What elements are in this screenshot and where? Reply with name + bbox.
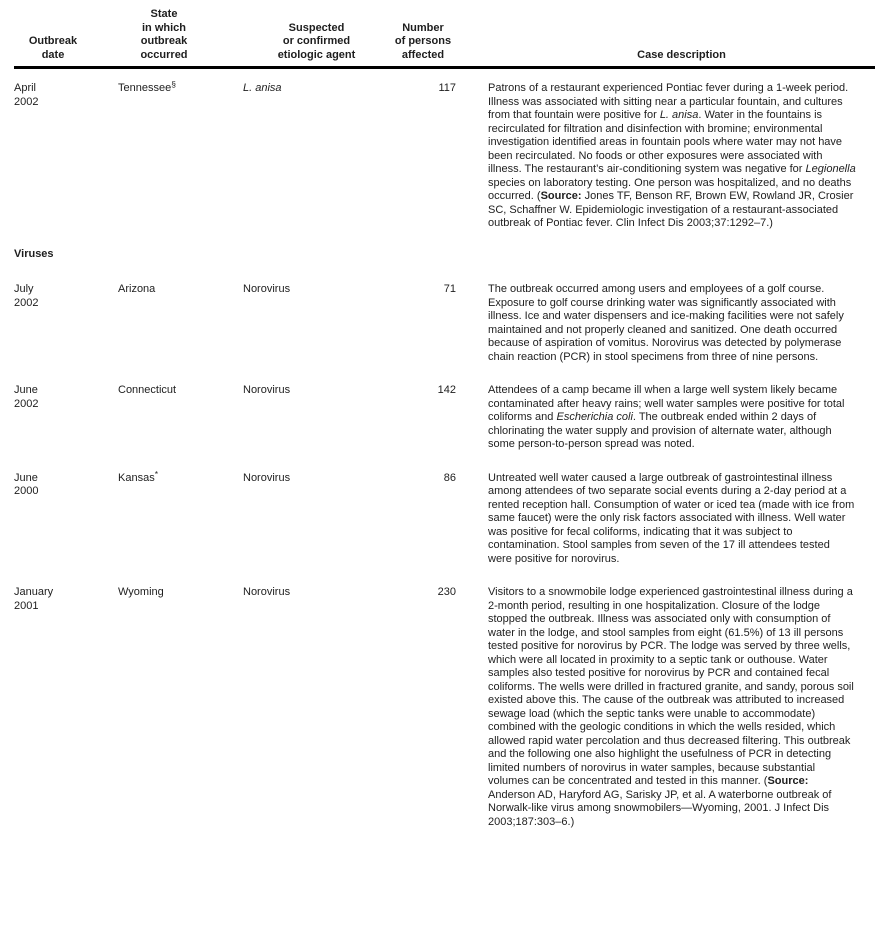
persons-affected-cell: 142	[437, 384, 456, 396]
description-segment: Source:	[767, 775, 809, 787]
etiologic-agent-cell: L. anisa	[243, 82, 282, 94]
state-cell: Tennessee§	[118, 79, 176, 94]
header-outbreak-date	[14, 35, 92, 62]
date-line: July	[14, 283, 34, 295]
persons-affected-cell: 86	[443, 471, 456, 484]
description-segment: species on laboratory testing. One person was hospitalized, and no deaths occurred. (	[488, 176, 852, 202]
case-description-cell	[456, 82, 856, 231]
header-case-description	[456, 49, 875, 63]
date-line: April	[14, 82, 37, 94]
outbreak-table	[14, 8, 875, 829]
table-row	[14, 586, 875, 829]
date-line: 2002	[14, 95, 39, 108]
section-label-viruses: Viruses	[14, 247, 54, 260]
date-line: 2001	[14, 599, 39, 612]
case-description-cell	[456, 472, 856, 567]
date-line: 2002	[14, 397, 39, 410]
etiologic-agent-cell: Norovirus	[243, 384, 291, 396]
case-description-cell	[456, 384, 856, 452]
case-description-cell	[456, 586, 856, 829]
header-line: etiologic agent	[277, 48, 356, 61]
persons-affected-cell: 117	[438, 82, 456, 94]
date-line: June	[14, 384, 38, 396]
table-row	[14, 79, 875, 231]
header-line: State	[150, 8, 178, 20]
etiologic-agent-cell: Norovirus	[243, 586, 291, 598]
description-segment: Patrons of a restaurant experienced Pontiac fever during a 1-week period. Illness was associated with sitting near a particular fountain, and cultures from that fountain were positive for	[488, 82, 849, 121]
table-row	[14, 468, 875, 567]
description-segment: Attendees of a camp became ill when a large well system likely became contaminated after heavy rains; well water samples were positive for total coliforms and	[488, 384, 845, 423]
description-segment: Anderson AD, Haryford AG, Sarisky JP, et al. A waterborne outbreak of Norwalk-like virus among snowmobilers—Wyoming, 2001. J Infect Dis 2003;187:303–6.)	[488, 788, 832, 828]
date-line: 2002	[14, 296, 39, 309]
date-line: 2000	[14, 485, 39, 497]
header-persons-affected	[390, 22, 456, 63]
header-line: date	[41, 48, 65, 61]
date-line: June	[14, 471, 38, 484]
persons-affected-cell: 230	[437, 586, 456, 598]
table-row	[14, 283, 875, 364]
case-description-cell	[456, 283, 856, 364]
state-cell: Arizona	[118, 283, 156, 295]
header-line: of persons	[394, 35, 452, 47]
header-line: or confirmed	[282, 35, 351, 47]
outbreak-date-cell	[14, 472, 118, 499]
header-line: Number	[402, 21, 444, 34]
description-segment: . The outbreak ended within 2 days of chlorinating the water supply and provision of alternate water, although some person-to-person spread was noted.	[488, 411, 832, 450]
state-cell: Wyoming	[118, 586, 164, 598]
table-body	[14, 79, 875, 829]
header-state	[118, 8, 210, 62]
etiologic-agent-cell: Norovirus	[243, 283, 291, 295]
state-cell: Kansas*	[118, 468, 159, 484]
description-segment: L. anisa	[659, 109, 699, 121]
header-line: Suspected	[288, 21, 345, 34]
date-line: January	[14, 586, 54, 598]
state-cell: Connecticut	[118, 384, 177, 396]
header-line: Outbreak	[28, 35, 78, 47]
etiologic-agent-cell: Norovirus	[243, 471, 291, 484]
state-footnote-mark: *	[154, 468, 159, 479]
outbreak-date-cell	[14, 586, 118, 613]
header-line: in which	[142, 21, 186, 34]
description-segment: . Water in the fountains is recirculated for filtration and disinfection with bromine; environmental investigation identified areas in fountain pools where water may not have been recirculated. No foods or other exposures were associated with illness. The restaurant’s air-conditioning system was negative for	[488, 109, 843, 175]
header-line: affected	[401, 48, 445, 61]
state-footnote-mark: §	[171, 79, 176, 89]
header-line: occurred	[140, 48, 188, 61]
description-segment: Legionella	[805, 163, 856, 175]
description-segment: Escherichia coli	[556, 411, 633, 423]
header-line: outbreak	[140, 35, 188, 47]
description-segment: The outbreak occurred among users and employees of a golf course. Exposure to golf course drinking water was significantly associated with illness. Ice and water dispensers and ice-making facilities were not safely maintained and not properly cleaned and sanitized. One death occurred because of aspiration of vomitus. Norovirus was detected by polymerase chain reaction (PCR) in stool specimens from three of nine persons.	[488, 283, 844, 363]
header-line: Case description	[637, 48, 726, 61]
header-etiologic-agent	[243, 22, 390, 63]
persons-affected-cell: 71	[443, 283, 456, 295]
description-segment: Jones TF, Benson RF, Brown EW, Rowland JR, Crosier SC, Schaffner W. Epidemiologic investigation of a restaurant-associated outbreak of Pontiac fever. Clin Infect Dis 2003;37:1292–7.)	[488, 190, 854, 229]
description-segment: Source:	[540, 190, 582, 202]
outbreak-date-cell	[14, 283, 118, 310]
outbreak-date-cell	[14, 384, 118, 411]
description-segment: Visitors to a snowmobile lodge experienced gastrointestinal illness during a 2-month period, resulting in one hospitalization. Closure of the lodge stopped the outbreak. Illness was associated only with consumption of water in the lodge, and stool samples from eight (61.5%) of 13 ill persons tested positive for norovirus by PCR. The lodge was served by three wells, which were all located in proximity to a septic tank or outhouse. Water samples also tested positive for norovirus by PCR and contained fecal coliforms. The wells were drilled in fractured granite, and sandy, porous soil existed above this. The cause of the outbreak was attributed to increased sewage load (which the septic tanks were unable to accommodate) combined with the geologic conditions in which the wells resided, which allowed rapid water percolation and thus decreased filtering. This outbreak and the following one also highlight the usefulness of PCR in detecting limited numbers of norovirus in water samples, because substantial volumes can be concentrated and tested in this manner. (	[488, 586, 854, 787]
outbreak-date-cell	[14, 82, 118, 109]
table-header-row	[14, 8, 875, 69]
description-segment: Untreated well water caused a large outbreak of gastrointestinal illness among attendees of two separate social events during a 2-day period at a rented reception hall. Consumption of water or iced tea (made with ice from same faucet) were the only risk factors associated with illness. Well water was positive for fecal coliforms, indicating that it was subject to contamination. Stool samples from seven of the 17 ill attendees tested were positive for norovirus.	[488, 471, 855, 565]
table-row	[14, 384, 875, 452]
